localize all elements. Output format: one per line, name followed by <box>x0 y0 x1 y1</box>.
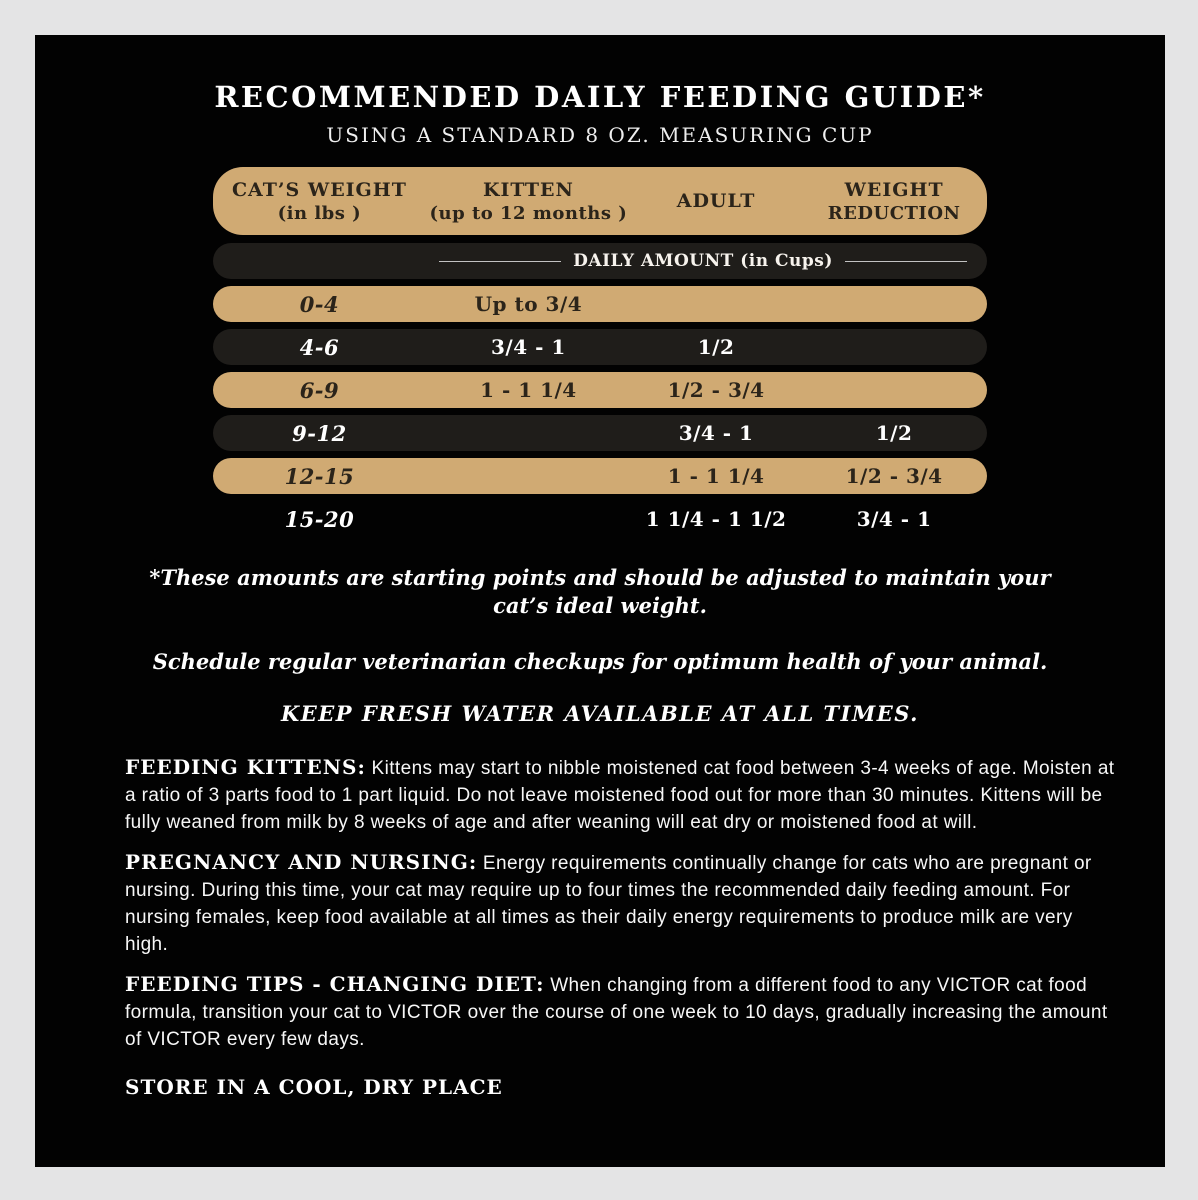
pregnancy-nursing-heading: PREGNANCY AND NURSING: <box>125 850 478 874</box>
column-header-cats-weight <box>213 178 426 225</box>
feeding-kittens-paragraph <box>125 754 1115 836</box>
weight-cell: 12-15 <box>284 463 355 489</box>
weight-cell: 15-20 <box>284 506 355 532</box>
pregnancy-nursing-paragraph <box>125 849 1115 958</box>
info-paragraphs <box>125 754 1115 1053</box>
kitten-amount-cell: 1 - 1 1/4 <box>480 378 577 402</box>
daily-amount-header-row <box>213 243 987 279</box>
feeding-kittens-body: Kittens may start to nibble moistened cat food between 3-4 weeks of age. Moisten at a ratio of 3 parts food to 1 part liquid. Do not leave moistened food out for more than 30 minutes. Kittens will be fully weaned from milk by 8 weeks of age and after weaning will eat dry or moistened food at will. <box>125 758 1115 833</box>
rule-line-left <box>439 261 561 262</box>
feeding-tips-heading: FEEDING TIPS - CHANGING DIET: <box>125 972 545 996</box>
table-row-6-9 <box>213 372 987 408</box>
daily-amount-label: DAILY AMOUNT (in Cups) <box>573 251 833 271</box>
page-title: RECOMMENDED DAILY FEEDING GUIDE* <box>214 80 986 114</box>
table-row-15-20 <box>213 501 987 537</box>
weight-cell: 6-9 <box>299 377 340 403</box>
reduction-amount-cell: 3/4 - 1 <box>856 507 932 531</box>
table-row-4-6 <box>213 329 987 365</box>
table-header-row <box>213 167 987 235</box>
feeding-guide-panel <box>35 35 1165 1167</box>
column-header-line2: REDUCTION <box>827 202 961 224</box>
column-header-line2: (in lbs ) <box>277 202 362 224</box>
column-header-kitten <box>426 178 631 225</box>
kitten-amount-cell: Up to 3/4 <box>474 292 583 316</box>
weight-cell: 0-4 <box>299 291 340 317</box>
column-header-adult <box>631 189 801 213</box>
reduction-amount-cell: 1/2 - 3/4 <box>845 464 943 488</box>
rule-line-right <box>845 261 967 262</box>
column-header-line1: WEIGHT <box>844 178 944 201</box>
adult-amount-cell: 1 - 1 1/4 <box>667 464 765 488</box>
adult-amount-cell: 1 1/4 - 1 1/2 <box>645 507 787 531</box>
vet-checkup-note: Schedule regular veterinarian checkups for optimum health of your animal. <box>152 649 1048 674</box>
feeding-tips-paragraph <box>125 971 1115 1053</box>
table-row-9-12 <box>213 415 987 451</box>
column-header-line1: CAT’S WEIGHT <box>231 178 407 201</box>
column-header-line2: (up to 12 months ) <box>429 202 628 224</box>
adult-amount-cell: 1/2 - 3/4 <box>667 378 765 402</box>
fresh-water-note: KEEP FRESH WATER AVAILABLE AT ALL TIMES. <box>281 701 919 726</box>
adjustment-footnote: *These amounts are starting points and should be adjusted to maintain your cat’s ideal weight. <box>149 565 1051 618</box>
page-subtitle: USING A STANDARD 8 OZ. MEASURING CUP <box>326 123 874 147</box>
adult-amount-cell: 1/2 <box>697 335 735 359</box>
weight-cell: 4-6 <box>299 334 340 360</box>
adult-amount-cell: 3/4 - 1 <box>678 421 754 445</box>
feeding-tips-body: When changing from a different food to any VICTOR cat food formula, transition your cat to VICTOR over the course of one week to 10 days, gradually increasing the amount of VICTOR every few days. <box>125 975 1108 1050</box>
storage-instruction: STORE IN A COOL, DRY PLACE <box>125 1075 503 1099</box>
table-row-12-15 <box>213 458 987 494</box>
column-header-weight-reduction <box>801 178 987 225</box>
pregnancy-nursing-body: Energy requirements continually change for cats who are pregnant or nursing. During this time, your cat may require up to four times the recommended daily feeding amount. For nursing females, keep food available at all times as their daily energy requirements to produce milk are very high. <box>125 853 1092 955</box>
feeding-table <box>213 167 987 537</box>
weight-cell: 9-12 <box>292 420 347 446</box>
table-row-0-4 <box>213 286 987 322</box>
column-header-line1: KITTEN <box>482 178 574 201</box>
kitten-amount-cell: 3/4 - 1 <box>491 335 566 359</box>
column-header-line1: ADULT <box>676 190 756 212</box>
feeding-kittens-heading: FEEDING KITTENS: <box>125 755 366 779</box>
reduction-amount-cell: 1/2 <box>875 421 913 445</box>
